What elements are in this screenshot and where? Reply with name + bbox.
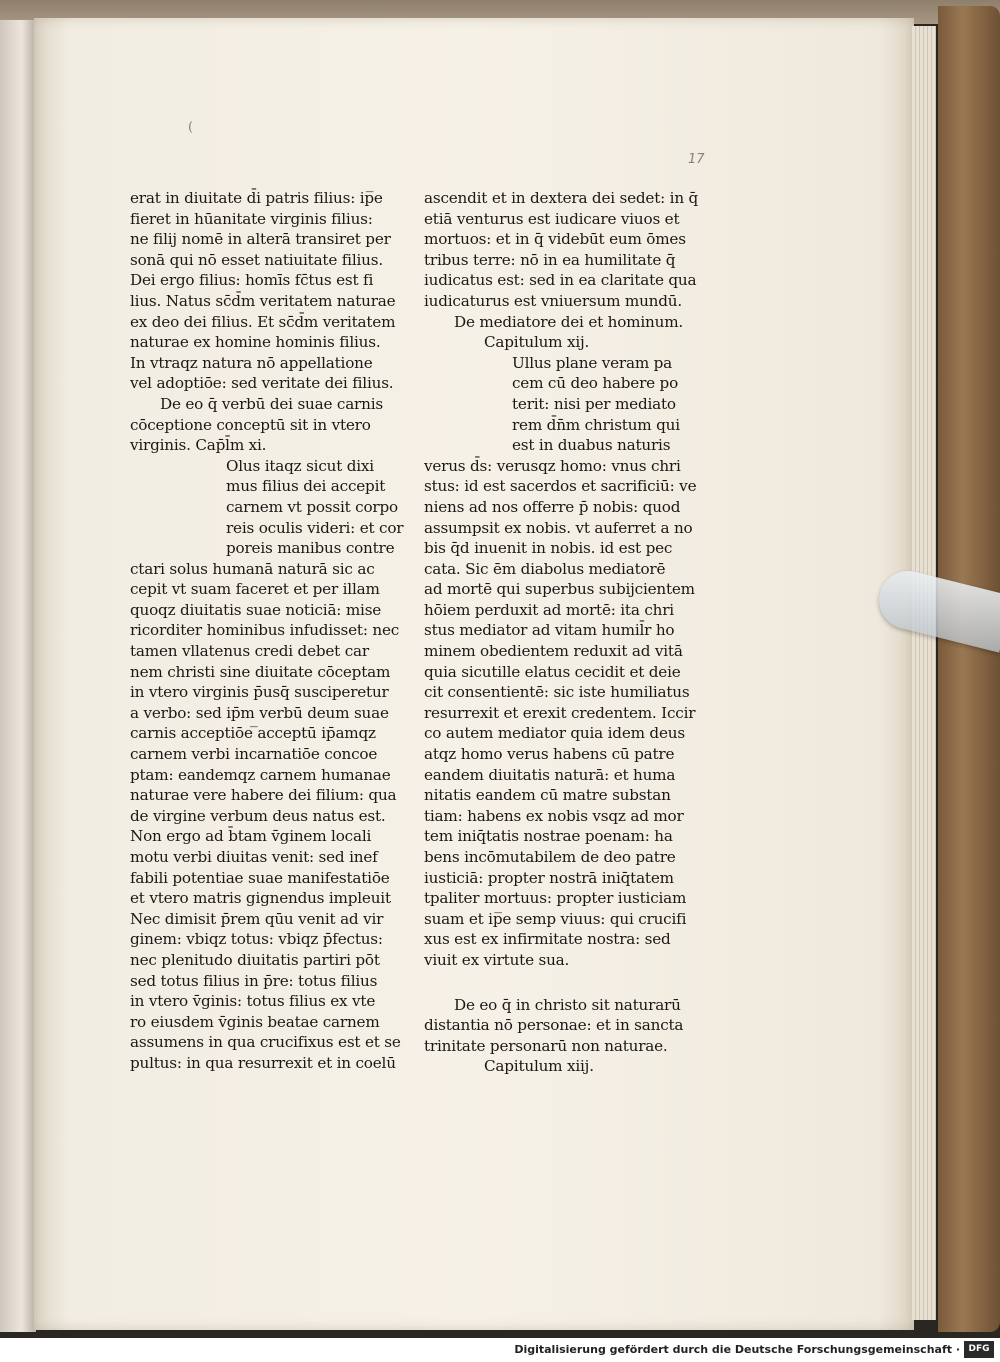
text-line: Non ergo ad b̄tam v̄ginem locali [130, 827, 372, 846]
text-line: tamen vllatenus credi debet car [130, 642, 369, 661]
text-line: lius. Natus sc̄d̄m veritatem naturae [130, 291, 396, 310]
folio-number: 17 [688, 152, 705, 167]
chapter-number: Capitulum xiij. [484, 1057, 594, 1076]
chapter-heading-line: cōceptione conceptū sit in vtero [130, 415, 371, 434]
text-line: carnis acceptiōe ̅acceptū ip̄amqz [130, 724, 376, 743]
text-line: carnem vt possit corpo [226, 497, 398, 516]
text-line: hōiem perduxit ad mortē: ita chri [424, 600, 674, 619]
text-line: poreis manibus contre [226, 539, 395, 558]
chapter-heading-line: trinitate personarū non naturae. [424, 1036, 668, 1055]
text-line: co autem mediator quia idem deus [424, 724, 685, 743]
text-line: minem obedientem reduxit ad vitā [424, 642, 683, 661]
text-line: In vtraqz natura nō appellatione [130, 353, 373, 372]
chapter-heading-line: De eo q̄ in christo sit naturarū [454, 995, 681, 1014]
text-line: ascendit et in dextera dei sedet: in q̄ [424, 189, 699, 207]
text-line: ro eiusdem v̄ginis beatae carnem [130, 1012, 380, 1031]
right-text-column [424, 188, 714, 1077]
text-line: iusticiā: propter nostrā iniq̄tatem [424, 868, 674, 887]
text-line: fieret in hūanitate virginis filius: [130, 209, 373, 228]
text-line: et vtero matris gignendus impleuit [130, 889, 391, 908]
text-line: cem cū deo habere po [512, 374, 679, 393]
text-line: rem d̄n̄m christum qui [512, 415, 680, 434]
text-line: bis q̄d inuenit in nobis. id est pec [424, 539, 673, 558]
text-line: in vtero virginis p̄usq̄ susciperetur [130, 683, 389, 702]
text-line: Olus itaqz sicut dixi [226, 456, 374, 475]
text-line: reis oculis videri: et cor [226, 518, 404, 537]
text-line: naturae vere habere dei filium: qua [130, 786, 397, 805]
text-line: a verbo: sed ip̄m verbū deum suae [130, 703, 389, 722]
text-line: motu verbi diuitas venit: sed inef [130, 848, 378, 866]
text-line: nec plenitudo diuitatis partiri pōt [130, 950, 380, 969]
text-line: assumpsit ex nobis. vt auferret a no [424, 518, 693, 537]
text-line: iudicaturus est vniuersum mundū. [424, 291, 682, 310]
text-line: in vtero v̄ginis: totus filius ex vte [130, 992, 376, 1011]
text-line: stus mediator ad vitam humil̄r ho [424, 621, 675, 640]
chapter-heading-line: De eo q̄ verbū dei suae carnis [160, 394, 383, 413]
text-line: bens incōmutabilem de deo patre [424, 848, 676, 866]
text-line: terit: nisi per mediato [512, 394, 676, 413]
text-line: etiā venturus est iudicare viuos et [424, 209, 680, 228]
text-line: stus: id est sacerdos et sacrificiū: ve [424, 477, 697, 496]
text-line: erat in diuitate d̄i patris filius: ip̅e [130, 189, 383, 207]
text-line: eandem diuitatis naturā: et huma [424, 765, 676, 784]
text-line: niens ad nos offerre p̄ nobis: quod [424, 497, 681, 516]
text-line: cit consentientē: sic iste humiliatus [424, 683, 690, 702]
text-line: ptam: eandemqz carnem humanae [130, 765, 391, 784]
text-line: mus filius dei accepit [226, 477, 386, 496]
chapter-heading-line: distantia nō personae: et in sancta [424, 1016, 684, 1035]
text-line: atqz homo verus habens cū patre [424, 745, 675, 764]
text-line: assumens in qua crucifixus est et se [130, 1033, 401, 1052]
text-line: nitatis eandem cū matre substan [424, 786, 671, 805]
text-line: ne filij nomē in alterā transiret per [130, 230, 391, 249]
text-line: cata. Sic ēm diabolus mediatorē [424, 559, 666, 578]
text-line: ginem: vbiqz totus: vbiqz p̄fectus: [130, 930, 383, 949]
text-line: nem christi sine diuitate cōceptam [130, 662, 391, 681]
text-line: quia sicutille elatus cecidit et deie [424, 662, 681, 681]
text-line: pultus: in qua resurrexit et in coelū [130, 1053, 396, 1072]
dfg-logo: DFG [964, 1341, 994, 1358]
text-line: verus d̄s: verusqz homo: vnus chri [424, 456, 681, 475]
text-line: tiam: habens ex nobis vsqz ad mor [424, 806, 684, 825]
chapter-heading-line: De mediatore dei et hominum. [454, 312, 684, 331]
text-line: fabili potentiae suae manifestatiōe [130, 868, 390, 887]
chapter-heading-line: virginis. Cap̄l̄m xi. [130, 436, 267, 455]
text-line: quoqz diuitatis suae noticiā: mise [130, 600, 382, 619]
text-line: iudicatus est: sed in ea claritate qua [424, 271, 697, 290]
text-line: viuit ex virtute sua. [424, 950, 570, 969]
text-line: naturae ex homine hominis filius. [130, 333, 381, 352]
text-line: carnem verbi incarnatiōe concoe [130, 745, 378, 764]
text-line: mortuos: et in q̄ videbūt eum ōmes [424, 230, 686, 249]
margin-mark: ( [188, 120, 194, 135]
text-line: ex deo dei filius. Et sc̄d̄m veritatem [130, 312, 396, 331]
book-cover-right-edge [938, 6, 1000, 1332]
text-line: vel adoptiōe: sed veritate dei filius. [130, 374, 394, 393]
text-line: tem iniq̄tatis nostrae poenam: ha [424, 827, 673, 846]
text-line: Dei ergo filius: homīs fc̄tus est fi [130, 271, 374, 290]
footer-bar [0, 1338, 1000, 1362]
text-line: tpaliter mortuus: propter iusticiam [424, 889, 687, 908]
text-line: ricorditer hominibus infudisset: nec [130, 621, 400, 640]
text-line: ctari solus humanā naturā sic ac [130, 559, 375, 578]
page-leaf-edges [912, 26, 936, 1320]
text-line: sonā qui nō esset natiuitate filius. [130, 250, 383, 269]
text-line: de virgine verbum deus natus est. [130, 806, 386, 825]
funding-credit: Digitalisierung gefördert durch die Deutsche Forschungsgemeinschaft · [514, 1343, 960, 1356]
chapter-number: Capitulum xij. [484, 333, 590, 352]
left-text-column [130, 188, 415, 1074]
facing-page-edge [0, 20, 36, 1332]
text-line: Ullus plane veram pa [512, 353, 673, 372]
text-line: est in duabus naturis [512, 436, 671, 455]
text-line: ad mortē qui superbus subijcientem [424, 580, 695, 599]
text-line: suam et ip̅e semp viuus: qui crucifi [424, 909, 687, 928]
text-line: sed totus filius in p̄re: totus filius [130, 971, 378, 990]
text-line: resurrexit et erexit credentem. Iccir [424, 703, 696, 722]
text-line: cepit vt suam faceret et per illam [130, 580, 380, 599]
text-line: tribus terre: nō in ea humilitate q̄ [424, 250, 676, 269]
text-line: Nec dimisit p̄rem qūu venit ad vir [130, 909, 384, 928]
text-line: xus est ex infirmitate nostra: sed [424, 930, 671, 949]
